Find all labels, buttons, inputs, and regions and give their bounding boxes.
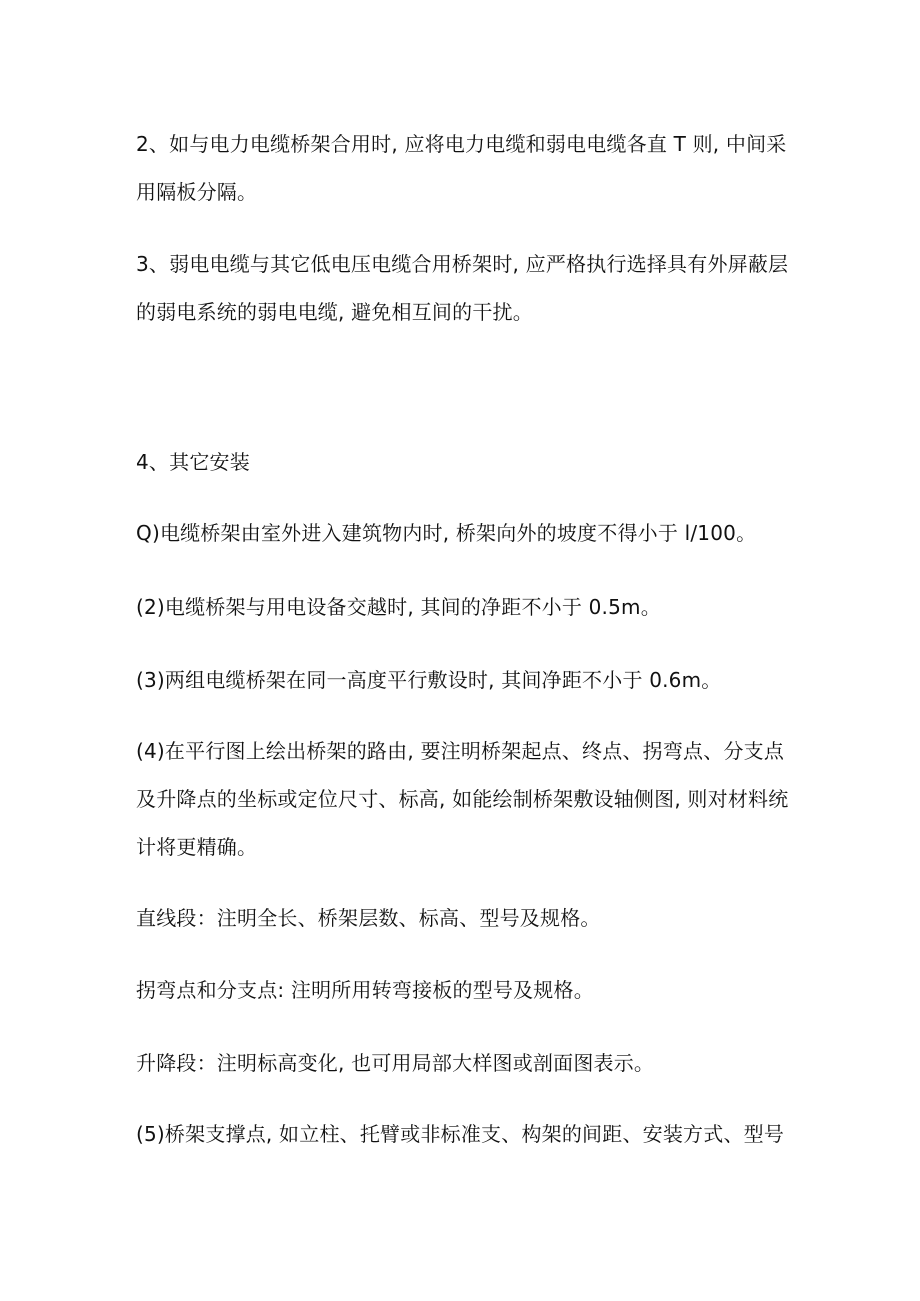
text-line: (4)在平行图上绘出桥架的路由, 要注明桥架起点、终点、拐弯点、分支点	[136, 739, 785, 763]
text-line: (3)两组电缆桥架在同一高度平行敷设时, 其间净距不小于 0.6m。	[136, 668, 722, 692]
text-line: 用隔板分隔。	[136, 180, 258, 204]
text-line: 2、如与电力电缆桥架合用时, 应将电力电缆和弱电电缆各直 T 则, 中间采	[136, 132, 787, 156]
text-line: 直线段：注明全长、桥架层数、标高、型号及规格。	[136, 906, 601, 930]
text-line: 计将更精确。	[136, 835, 258, 859]
text-line: (5)桥架支撑点, 如立柱、托臂或非标准支、构架的间距、安装方式、型号	[136, 1122, 785, 1146]
section-heading: 4、其它安装	[136, 450, 250, 474]
text-line: 升降段：注明标高变化, 也可用局部大样图或剖面图表示。	[136, 1051, 655, 1075]
text-line: 及升降点的坐标或定位尺寸、标高, 如能绘制桥架敷设轴侧图, 则对材料统	[136, 787, 789, 811]
text-line: 3、弱电电缆与其它低电压电缆合用桥架时, 应严格执行选择具有外屏蔽层	[136, 252, 789, 276]
text-line: Q)电缆桥架由室外进入建筑物内时, 桥架向外的坡度不得小于 l/100。	[136, 521, 757, 545]
text-line: 的弱电系统的弱电电缆, 避免相互间的干扰。	[136, 300, 533, 324]
text-line: (2)电缆桥架与用电设备交越时, 其间的净距不小于 0.5m。	[136, 595, 661, 619]
text-line: 拐弯点和分支点: 注明所用转弯接板的型号及规格。	[136, 978, 594, 1002]
